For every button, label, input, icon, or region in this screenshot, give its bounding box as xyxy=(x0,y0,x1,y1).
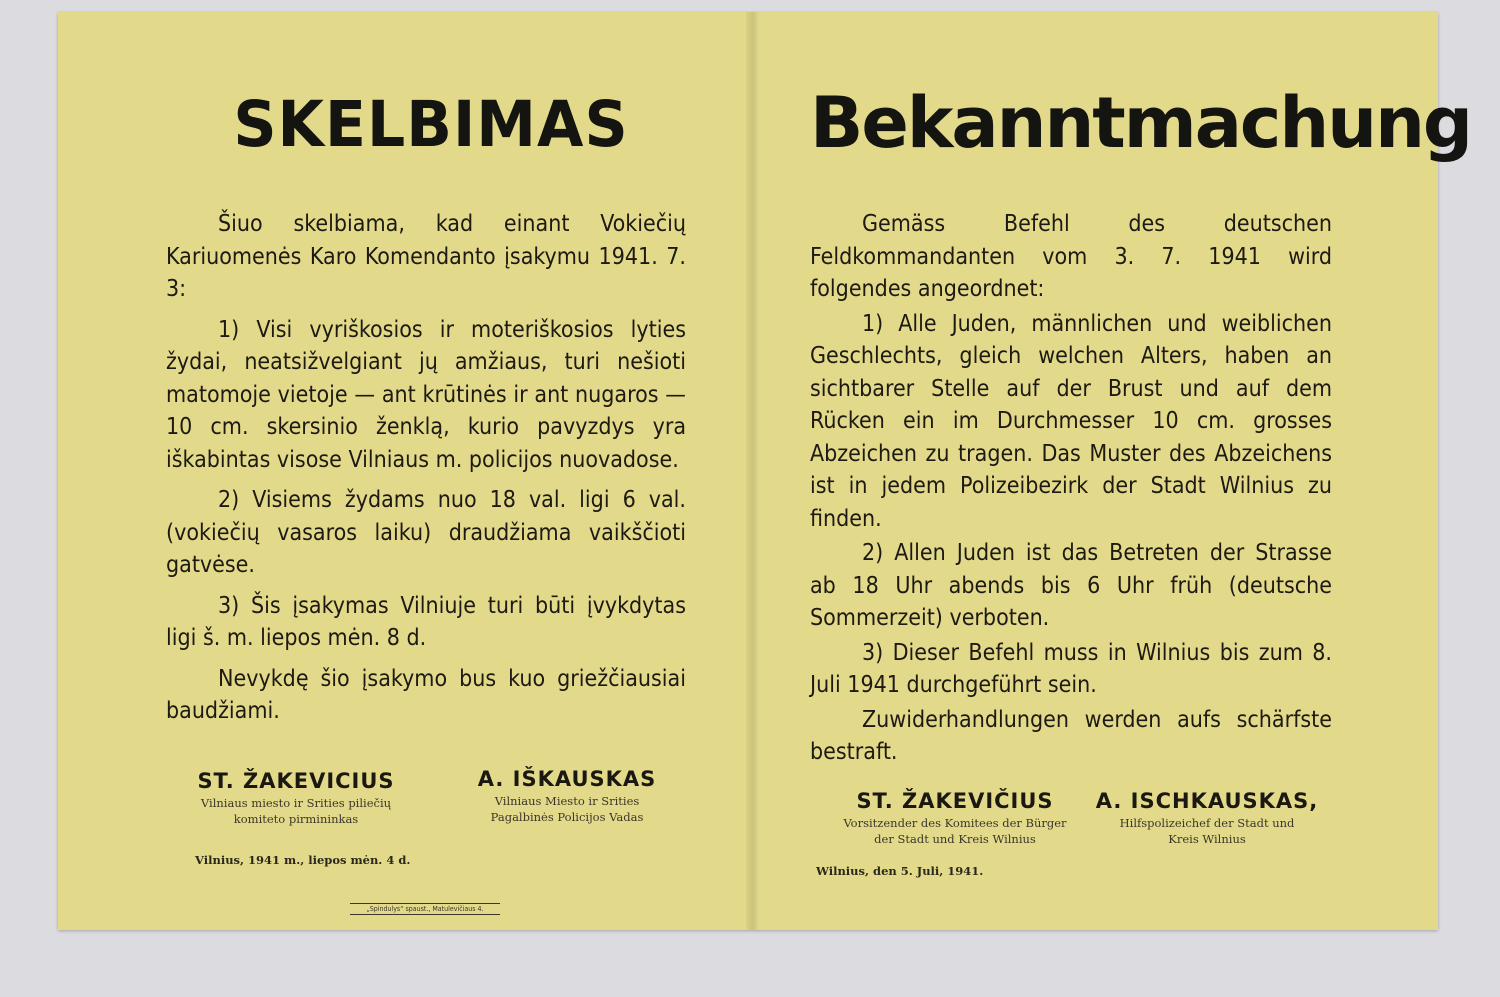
german-signatory-1 xyxy=(824,789,1086,847)
lithuanian-paragraph-3: 3) Šis įsakymas Vilniuje turi būti įvykdytas ligi š. m. liepos mėn. 8 d. xyxy=(166,592,686,651)
printer-imprint: „Spindulys“ spaust., Matulevičiaus 4. xyxy=(350,903,500,915)
signatory-role: Vorsitzender des Komitees der Bürger der Stadt und Kreis Wilnius xyxy=(843,816,1067,846)
lithuanian-dateline: Vilnius, 1941 m., liepos mėn. 4 d. xyxy=(195,853,411,867)
lithuanian-title: SKELBIMAS xyxy=(233,88,629,162)
german-paragraph-intro: Gemäss Befehl des deutschen Feldkommandanten vom 3. 7. 1941 wird folgendes angeordnet: xyxy=(810,211,1332,302)
german-signatory-2 xyxy=(1094,789,1320,847)
lithuanian-body xyxy=(166,208,686,736)
center-fold xyxy=(746,12,760,930)
signatory-role: Vilniaus Miesto ir Srities Pagalbinės Policijos Vadas xyxy=(490,794,644,824)
german-paragraph-2: 2) Allen Juden ist das Betreten der Strasse ab 18 Uhr abends bis 6 Uhr früh (deutsche Sommerzeit) verboten. xyxy=(810,540,1332,631)
german-title: Bekanntmachung xyxy=(810,82,1472,164)
lithuanian-paragraph-penalty: Nevykdę šio įsakymo bus kuo griežčiausiai baudžiami. xyxy=(166,665,686,724)
signatory-name: A. ISCHKAUSKAS, xyxy=(1095,789,1319,813)
lithuanian-signatory-1 xyxy=(166,769,426,827)
german-paragraph-penalty: Zuwiderhandlungen werden aufs schärfste bestraft. xyxy=(810,706,1332,765)
signatory-role: Hilfspolizeichef der Stadt und Kreis Wilnius xyxy=(1119,816,1295,846)
signatory-role: Vilniaus miesto ir Srities piliečių komiteto pirmininkas xyxy=(200,796,392,826)
signatory-name: ST. ŽAKEVICIUS xyxy=(197,769,395,793)
german-paragraph-3: 3) Dieser Befehl muss in Wilnius bis zum 8. Juli 1941 durchgeführt sein. xyxy=(810,639,1332,698)
signatory-name: A. IŠKAUSKAS xyxy=(477,767,657,791)
poster-sheet xyxy=(58,12,1472,930)
lithuanian-column xyxy=(166,12,686,930)
lithuanian-paragraph-1: 1) Visi vyriškosios ir moteriškosios lyties žydai, neatsižvelgiant jų amžiaus, turi nešioti matomoje vietoje — ant krūtinės ir ant nugaros — 10 cm. skersinio ženklą, kurio pavyzdys yra iškabintas visose Vilniaus m. policijos nuovadose. xyxy=(166,316,686,473)
german-body xyxy=(810,208,1332,771)
lithuanian-signatory-2 xyxy=(442,767,692,825)
lithuanian-paragraph-intro: Šiuo skelbiama, kad einant Vokiečių Kariuomenės Karo Komendanto įsakymu 1941. 7. 3: xyxy=(166,211,686,302)
signatory-name: ST. ŽAKEVIČIUS xyxy=(856,789,1054,813)
german-column xyxy=(810,12,1472,930)
lithuanian-paragraph-2: 2) Visiems žydams nuo 18 val. ligi 6 val. (vokiečių vasaros laiku) draudžiama vaikščioti gatvėse. xyxy=(166,487,686,578)
german-dateline: Wilnius, den 5. Juli, 1941. xyxy=(816,864,984,878)
german-paragraph-1: 1) Alle Juden, männlichen und weiblichen Geschlechts, gleich welchen Alters, haben an sichtbarer Stelle auf der Brust und auf dem Rücken ein im Durchmesser 10 cm. grosses Abzeichen zu tragen. Das Muster des Abzeichens ist in jedem Polizeibezirk der Stadt Wilnius zu finden. xyxy=(810,310,1332,532)
